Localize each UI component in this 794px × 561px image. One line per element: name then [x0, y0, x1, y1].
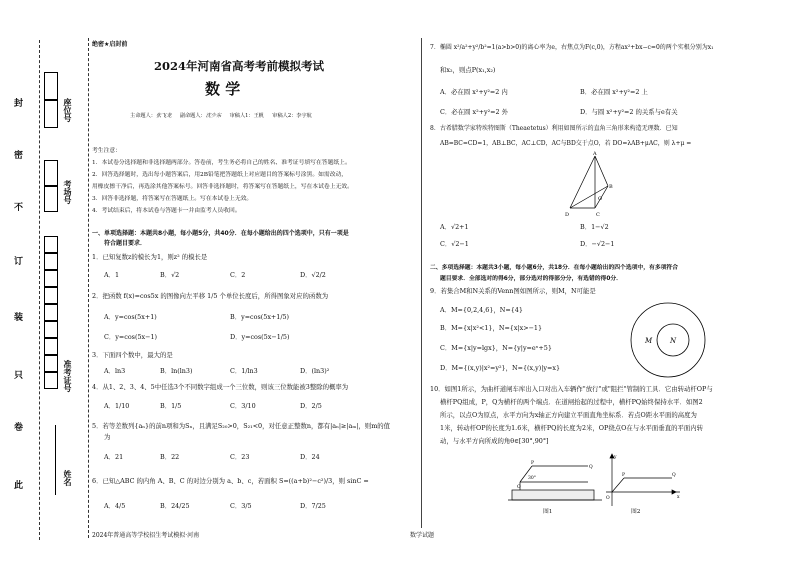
svg-text:x: x — [677, 495, 680, 500]
q7-option-b[interactable]: B．必在圆 x²+y²=2 上 — [580, 88, 648, 96]
q5-option-a[interactable]: A．21 — [104, 453, 124, 461]
q5-stem-cont: 为 — [104, 433, 111, 441]
ticket-box[interactable] — [44, 236, 58, 253]
ticket-box[interactable] — [44, 338, 58, 355]
binding-line-outer — [39, 40, 40, 540]
svg-text:O: O — [517, 485, 521, 490]
seat-number-label: 座位号 — [63, 98, 72, 122]
q5-option-b[interactable]: B．22 — [160, 453, 180, 461]
q4-stem: 4．从1、2、3、4、5中任选3个不同数字组成一个三位数，则该三位数能被3整除的概率为 — [92, 383, 349, 391]
q7-option-a[interactable]: A．必在圆 x²+y²=2 内 — [440, 88, 508, 96]
q8-option-b[interactable]: B．1−√2 — [580, 223, 609, 231]
seal-char: 装 — [14, 313, 24, 323]
seal-char: 订 — [14, 257, 24, 267]
fig1-angle: 30° — [528, 476, 536, 481]
seal-char: 密 — [14, 151, 24, 161]
note-item: 3．回答非选择题，将答案写在答题纸上。写在本试卷上无效。 — [92, 196, 253, 202]
name-line[interactable] — [55, 425, 56, 495]
q2-option-a[interactable]: A．y=cos(5x+1) — [104, 313, 157, 321]
q9-stem: 9．若集合M和N关系的Venn图如图所示，则M，N可能是 — [430, 287, 596, 295]
q2-option-d[interactable]: D．y=cos(5x−1/5) — [230, 333, 290, 341]
reviewer-2: 审稿人2：李宇航 — [272, 113, 312, 119]
q10-figure-1 — [508, 452, 603, 510]
q7-option-d[interactable]: D．与圆 x²+y²=2 的关系与e有关 — [580, 108, 678, 116]
q1-option-b[interactable]: B．√2 — [160, 271, 180, 279]
footer-left: 2024年普通高等学校招生考试模拟·河南 — [92, 532, 200, 539]
note-item: 1．本试卷分选择题和非选择题两部分。答卷前，考生务必将自己的姓名、准考证号填写在答题纸上。 — [92, 160, 351, 166]
q4-option-a[interactable]: A．1/10 — [104, 402, 130, 410]
seal-char: 卷 — [14, 423, 24, 433]
reviewer-1: 审稿人1：王帆 — [229, 113, 264, 119]
footer-center: 数学试题 — [410, 532, 435, 539]
q8-stem: 8．古希腊数学家特埃特图斯（Theaetetus）利用如图所示的直角三角形来构造无理数．已知 — [430, 125, 678, 132]
chief-label: 主命题人： — [130, 113, 156, 119]
q1-option-c[interactable]: C．2 — [230, 271, 246, 279]
q6-stem: 6．已知△ABC 的内角 A、B、C 的对边分别为 a、b、c，若面积 S=((a+b)²−c²)/3，则 sinC = — [92, 477, 369, 485]
secret-label: 绝密★启封前 — [92, 41, 128, 48]
exam-title: 2024年河南省高考考前模拟考试 — [154, 59, 325, 73]
q4-option-d[interactable]: D．2/5 — [300, 402, 322, 410]
fig8-label-d: D — [565, 212, 570, 218]
venn-diagram — [628, 300, 708, 380]
fig8-label-a: A — [593, 151, 597, 157]
ticket-number-label: 准考证号 — [63, 360, 72, 392]
q8-option-c[interactable]: C．√2−1 — [440, 240, 469, 248]
q2-option-c[interactable]: C．y=cos(5x−1) — [104, 333, 158, 341]
venn-label-n: N — [670, 337, 677, 345]
q8-figure — [560, 150, 620, 222]
ticket-box[interactable] — [44, 270, 58, 287]
q6-option-d[interactable]: D．7/25 — [300, 502, 326, 510]
notes-title: 考生注意： — [92, 148, 121, 154]
name-label: 姓名 — [63, 470, 72, 486]
room-box[interactable] — [44, 160, 58, 186]
q10-line: 1米，转动杆OP的长度为1.6米，横杆PQ的长度为2米，OP绕点O在与水平面垂直的平面内转 — [440, 424, 704, 432]
q5-stem: 5．若等差数列{aₙ}的前n项和为Sₙ，且满足S₂₀>0，S₂₁<0，对任意正整数n，都有|aₙ|≥|aₘ|，则m的值 — [92, 422, 391, 430]
seat-box[interactable] — [44, 72, 58, 100]
fig8-label-b: B — [609, 184, 613, 190]
q2-stem: 2．把函数 f(x)=cos5x 的图像向左平移 1/5 个单位长度后，所得图象对应的函数为 — [92, 292, 329, 300]
svg-text:P: P — [531, 461, 535, 466]
seal-char: 封 — [14, 99, 24, 109]
q1-option-d[interactable]: D．√2/2 — [300, 271, 326, 279]
ticket-box[interactable] — [44, 321, 58, 338]
q10-figure-2 — [604, 452, 684, 510]
q9-option-c[interactable]: C．M={x|y=lgx}，N={y|y=eˣ+5} — [440, 344, 552, 352]
room-box[interactable] — [44, 186, 58, 212]
seal-char: 此 — [14, 481, 24, 491]
q2-option-b[interactable]: B．y=cos(5x+1/5) — [230, 313, 290, 321]
q10-line: 动，与水平方向所成的角θ∈[30°,90°] — [440, 437, 549, 445]
venn-label-m: M — [645, 337, 653, 345]
section1-heading: 一、单项选择题：本题共8小题，每小题5分，共40分．在每小题给出的四个选项中，只有一项是 — [92, 230, 349, 237]
svg-text:Q: Q — [589, 465, 593, 470]
seat-box[interactable] — [44, 100, 58, 128]
q7-option-c[interactable]: C．必在圆 x²+y²=2 外 — [440, 108, 509, 116]
deputy-name: 沈少东 — [205, 113, 222, 119]
q5-option-d[interactable]: D．24 — [300, 453, 320, 461]
section1-heading-cont: 符合题目要求． — [104, 240, 147, 247]
q8-stem-cont: AB=BC=CD=1，AB⊥BC，AC⊥CD，AC与BD交于点O，若 DO=λAB+μAC，则 λ+μ = — [440, 140, 692, 147]
q3-stem: 3．下面四个数中，最大的是 — [92, 351, 173, 359]
subject-title: 数 学 — [205, 80, 241, 98]
ticket-box[interactable] — [44, 372, 58, 389]
q3-option-c[interactable]: C．1/ln3 — [230, 367, 258, 375]
note-item: 4．考试结束后，将本试卷与答题卡一并由监考人员收回。 — [92, 208, 241, 214]
ticket-box[interactable] — [44, 355, 58, 372]
q8-option-d[interactable]: D．−√2−1 — [580, 240, 615, 248]
seal-char: 不 — [14, 203, 24, 213]
binding-line — [88, 38, 89, 538]
q9-option-d[interactable]: D．M={(x,y)|x²=y²}，N={(x,y)|y=x} — [440, 364, 561, 372]
staff-line — [130, 113, 312, 120]
ticket-box[interactable] — [44, 253, 58, 270]
svg-text:Q: Q — [672, 473, 676, 478]
svg-text:O: O — [606, 496, 610, 501]
q6-option-c[interactable]: C．3/5 — [230, 502, 252, 510]
q7-stem: 7．椭圆 x²/a²+y²/b²=1(a>b>0)的离心率为e，右焦点为F(c,0)，方程ax²+bx−c=0的两个实根分别为x₁ — [430, 44, 714, 51]
fig1-caption: 图1 — [543, 509, 553, 515]
q9-option-b[interactable]: B．M={x|x²<1}，N={x|x>−1} — [440, 324, 543, 332]
ticket-box[interactable] — [44, 287, 58, 304]
q7-stem-cont: 和x₂，则点P(x₁,x₂) — [440, 66, 496, 74]
q6-option-a[interactable]: A．4/5 — [104, 502, 126, 510]
fig2-caption: 图2 — [631, 509, 641, 515]
exam-room-label: 考场号 — [63, 180, 72, 204]
section2-heading: 二、多项选择题：本题共3小题，每小题6分，共18分．在每小题给出的四个选项中，有多项符合 — [430, 265, 679, 271]
q4-option-c[interactable]: C．3/10 — [230, 402, 256, 410]
q6-option-b[interactable]: B．24/25 — [160, 502, 190, 510]
q8-option-a[interactable]: A．√2+1 — [440, 223, 469, 231]
note-item: 2．回答选择题时，选出每小题答案后，用2B铅笔把答题纸上对应题目的答案标号涂黑。如需改动， — [92, 172, 348, 178]
column-divider — [421, 38, 422, 528]
deputy-label: 副命题人： — [179, 113, 206, 119]
fig8-label-o: O — [598, 196, 603, 202]
q10-line: 10．如图1所示，为曲杆道闸车库出入口对出入车辆作"放行"或"阻拦"管制的工具．它由转动杆OP与 — [430, 385, 713, 393]
section2-heading-cont: 题目要求．全部选对的得6分，部分选对的得部分分，有选错的得0分． — [440, 276, 622, 282]
q10-line: 横杆PQ组成，P，Q为横杆的两个端点．在道闸抬起的过程中，横杆PQ始终保持水平．如图2 — [440, 398, 703, 406]
q3-option-d[interactable]: D．(ln3)² — [300, 367, 330, 375]
q10-line: 所示，以点O为原点，水平方向为x轴正方向建立平面直角坐标系．若点O距水平面的高度为 — [440, 411, 697, 419]
chief-name: 张飞龙 — [155, 113, 172, 119]
q5-option-c[interactable]: C．23 — [230, 453, 250, 461]
q3-option-a[interactable]: A．ln3 — [104, 367, 126, 375]
fig8-label-c: C — [596, 212, 600, 218]
q9-option-a[interactable]: A．M={0,2,4,6}，N={4} — [440, 306, 523, 314]
q3-option-b[interactable]: B．ln(ln3) — [160, 367, 193, 375]
q1-option-a[interactable]: A．1 — [104, 271, 120, 279]
ticket-box[interactable] — [44, 304, 58, 321]
note-item: 用橡皮擦干净后，再选涂其他答案标号。回答非选择题时，将答案写在答题纸上，写在本试卷上无效。 — [92, 184, 353, 190]
q4-option-b[interactable]: B．1/5 — [160, 402, 182, 410]
svg-text:P: P — [622, 473, 626, 478]
svg-text:y: y — [614, 455, 617, 460]
q1-stem: 1．已知复数z的模长为1，则z² 的模长是 — [92, 253, 208, 261]
seal-char: 只 — [14, 371, 24, 381]
